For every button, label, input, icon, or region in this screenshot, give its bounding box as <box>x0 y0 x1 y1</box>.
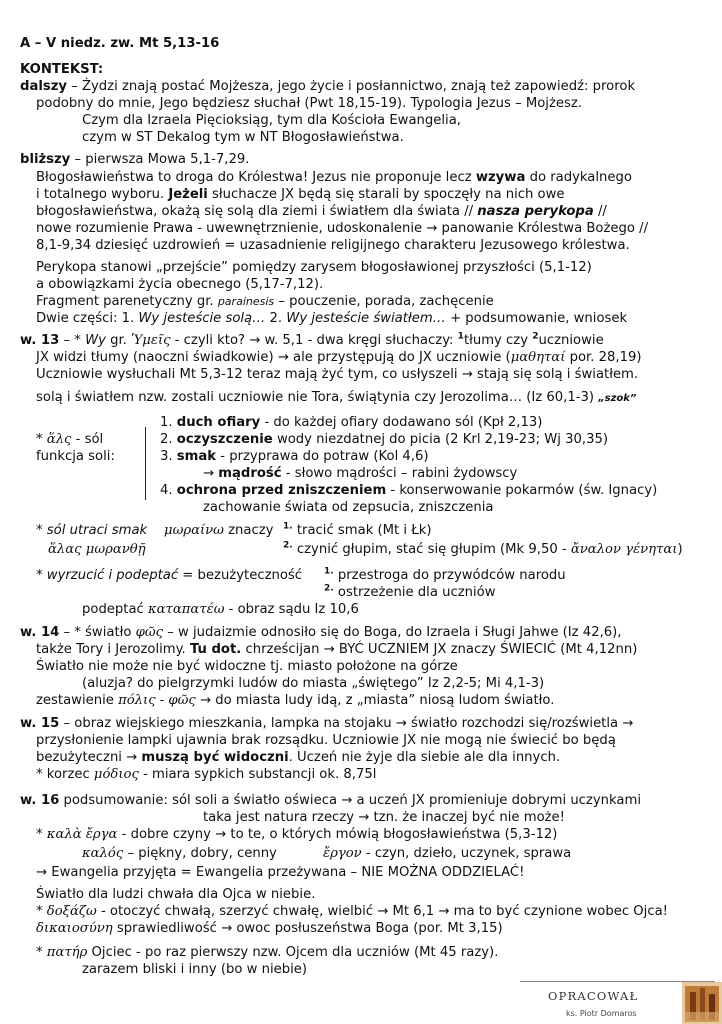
dalszy-line-4: czym w ST Dekalog tym w NT Błogosławieństwa. <box>82 130 404 145</box>
emph: Tu dot. <box>189 642 242 657</box>
greek-word: μαθηταί <box>510 350 566 365</box>
text: 4. <box>160 483 177 498</box>
text: tłumy czy <box>463 333 533 348</box>
text: - otoczyć chwałą, szerzyć chwałę, wielbić → Mt 6,1 → ma to być czynione wobec Ojca! <box>96 904 668 919</box>
w13-line-4 <box>36 389 636 407</box>
w16-line-7 <box>36 903 668 920</box>
emph: duch ofiary <box>176 415 261 430</box>
w16-line-8 <box>36 920 503 937</box>
greek-word: πατήρ <box>46 945 88 960</box>
verse-label: w. 13 <box>20 333 60 348</box>
blizszy-line-2 <box>36 186 565 203</box>
greek-word: φῶς <box>135 625 164 640</box>
emph: wzywa <box>475 170 526 185</box>
text: – piękny, dobry, cenny <box>123 846 277 861</box>
blizszy-line-4: nowe rozumienie Prawa - uwewnętrznienie, udoskonalenie → panowanie Królestwa Bożego // <box>36 221 649 236</box>
text: 2. <box>265 311 287 326</box>
perykopa-line-3 <box>36 293 494 310</box>
w13-line-3: Uczniowie wysłuchali Mt 5,3-12 teraz mają żyć tym, co usłyszeli → stają się solą i światłem. <box>36 367 639 382</box>
wyrzucic-line <box>36 567 302 584</box>
footnote: 2. <box>283 540 293 551</box>
text: wyrzucić i podeptać <box>46 568 179 583</box>
w16-line-6: Światło dla ludzi chwała dla Ojca w niebie. <box>36 887 316 902</box>
text: Fragment parenetyczny gr. <box>36 294 218 309</box>
verse-label: w. 16 <box>20 793 60 808</box>
blizszy-label: bliższy <box>20 152 71 167</box>
blizszy-line-1 <box>36 169 632 186</box>
dalszy-line-2: podobny do mnie, Jego będziesz słuchał (Pwt 18,15-19). Typologia Jezus – Mojżesz. <box>36 96 582 111</box>
text: chrześcijan → BYĆ UCZNIEM JX znaczy ŚWIECIĆ (Mt 4,12nn) <box>241 642 638 657</box>
w14-line-3: Światło nie może nie być widoczne tj. miasto położone na górze <box>36 659 458 674</box>
w15-line-4 <box>36 766 376 783</box>
footnote: 1. <box>324 566 334 577</box>
text: przestroga do przywódców narodu <box>333 568 566 583</box>
w16-line-4b <box>323 845 571 862</box>
greek-word: ἔργον <box>323 846 362 861</box>
text: ostrzeżenie dla uczniów <box>333 585 496 600</box>
w16-line-1 <box>20 792 641 809</box>
perykopa-line-2: a obowiązkami życia obecnego (5,17-7,12). <box>36 277 324 292</box>
emph: ochrona przed zniszczeniem <box>176 483 387 498</box>
wyrzucic-meaning-2 <box>324 584 496 601</box>
text: uczniowie <box>538 333 604 348</box>
text: * <box>36 523 47 538</box>
text: błogosławieństwa, okażą się solą dla ziemi i światłem dla świata // <box>36 204 478 219</box>
text: Ojciec - po raz pierwszy nzw. Ojcem dla uczniów (Mt 45 razy). <box>87 945 499 960</box>
greek-word: ἄναλον γένηται <box>570 542 678 557</box>
w15-line-1 <box>20 715 633 732</box>
w13-line-1 <box>20 332 604 349</box>
text: – pierwsza Mowa 5,1-7,29. <box>70 152 250 167</box>
text: - konserwowanie pokarmów (św. Ignacy) <box>386 483 658 498</box>
page-title: A – V niedz. zw. Mt 5,13-16 <box>20 36 220 51</box>
funkcja-label: funkcja soli: <box>36 449 115 464</box>
w16-line-4 <box>82 845 277 862</box>
text: - sól <box>71 432 104 447</box>
footer-author: ks. Piotr Domaros <box>566 1009 637 1018</box>
text: bezużyteczni → <box>36 750 142 765</box>
funkcja-4 <box>160 482 657 499</box>
w14-line-4: (aluzja? do pielgrzymki ludów do miasta „świętego” Iz 2,2-5; Mi 4,1-3) <box>82 676 545 691</box>
emph: oczyszczenie <box>176 432 273 447</box>
text: Dwie części: 1. <box>36 311 139 326</box>
text: – pouczenie, porada, zachęcenie <box>274 294 494 309</box>
w16-line-5: → Ewangelia przyjęta = Ewangelia przeżywana – NIE MOŻNA ODDZIELAĆ! <box>36 865 525 880</box>
dalszy-line-3: Czym dla Izraela Pięcioksiąg, tym dla Kościoła Ewangelia, <box>82 113 461 128</box>
podeptac-line <box>82 601 359 618</box>
text: – * światło <box>59 625 136 640</box>
perykopa-line-1: Perykopa stanowi „przejście” pomiędzy zarysem błogosławionej przyszłości (5,1-12) <box>36 260 592 275</box>
text: wody niezdatnej do picia (2 Krl 2,19-23; Wj 30,35) <box>272 432 609 447</box>
term: parainesis <box>217 295 275 308</box>
kontekst-heading: KONTEKST: <box>20 62 104 77</box>
dalszy-label: dalszy <box>20 79 67 94</box>
text: ) <box>677 542 683 557</box>
funkcja-4b: zachowanie świata od zepsucia, zniszczenia <box>203 500 494 515</box>
text: także Tory i Jerozolimy. <box>36 642 190 657</box>
emph: muszą być widoczni <box>141 750 289 765</box>
text: 2. <box>160 432 177 447</box>
greek-word: δοξάζω <box>46 904 97 919</box>
text: * korzec <box>36 767 94 782</box>
text: - miara sypkich substancji ok. 8,75l <box>138 767 377 782</box>
sol-utraci-line <box>36 522 147 539</box>
text: czynić głupim, stać się głupim (Mk 9,50 - <box>292 542 571 557</box>
text: → do miasta ludy idą, z „miasta” niosą ludom światło. <box>195 693 555 708</box>
emph: Jeżeli <box>168 187 208 202</box>
funkcja-1 <box>160 414 542 431</box>
w16-line-9 <box>36 944 498 961</box>
text: tracić smak (Mt i Łk) <box>292 523 432 538</box>
w16-line-2: taka jest natura rzeczy → tzn. że inaczej być nie może! <box>203 810 565 825</box>
greek-word: καλός <box>82 846 124 861</box>
text: zestawienie <box>36 693 119 708</box>
text: - słowo mądrości – rabini żydowscy <box>281 466 518 481</box>
text: Wy <box>85 333 106 348</box>
text: - dobre czyny → to te, o których mówią błogosławieństwa (5,3-12) <box>117 827 558 842</box>
text: Błogosławieństwa to droga do Królestwa! Jezus nie proponuje lecz <box>36 170 476 185</box>
text: * <box>36 945 47 960</box>
text: – obraz wiejskiego mieszkania, lampka na stojaku → światło rozchodzi się/rozświetla → <box>59 716 634 731</box>
verse-label: w. 14 <box>20 625 60 640</box>
text: słuchacze JX będą się starali by spoczęły na nich owe <box>207 187 565 202</box>
text: i totalnego wyboru. <box>36 187 169 202</box>
footnote: 2. <box>324 583 334 594</box>
sol-utraci-meaning-1 <box>283 522 431 539</box>
text: // <box>593 204 607 219</box>
text: podsumowanie: sól soli a światło oświeca → a uczeń JX promieniuje dobrymi uczynkami <box>59 793 642 808</box>
part-2: Wy jesteście światłem… <box>286 311 446 326</box>
greek-word: καλὰ ἔργα <box>46 827 118 842</box>
greek-word: μόδιος <box>93 767 139 782</box>
footnote: 1. <box>283 521 293 532</box>
sol-utraci-greek-2 <box>48 541 146 558</box>
text: - czyli kto? → w. 5,1 - dwa kręgi słuchaczy: <box>170 333 458 348</box>
sol-utraci-greek <box>164 522 273 539</box>
greek-word: πόλις - φῶς <box>118 693 196 708</box>
text: - do każdej ofiary dodawano sól (Kpł 2,13) <box>260 415 543 430</box>
funkcja-3 <box>160 448 429 465</box>
text: gr. <box>105 333 132 348</box>
text: solą i światłem nzw. zostali uczniowie nie Tora, świątynia czy Jerozolima… (Iz 60,1-3) <box>36 390 599 405</box>
text: por. 28,19) <box>565 350 642 365</box>
part-1: Wy jesteście solą… <box>138 311 266 326</box>
blizszy-line-3 <box>36 203 607 220</box>
text: sprawiedliwość → owoc posłuszeństwa Boga (por. Mt 3,15) <box>112 921 503 936</box>
text: - przyprawa do potraw (Kol 4,6) <box>216 449 429 464</box>
text: * <box>36 568 47 583</box>
w13-line-2 <box>36 349 642 366</box>
blizszy-line <box>20 151 249 168</box>
footer-title: OPRACOWAŁ <box>548 989 639 1003</box>
greek-word: μωραίνω <box>164 523 224 538</box>
sol-utraci-meaning-2 <box>283 541 683 558</box>
text: * <box>36 827 47 842</box>
text: = bezużyteczność <box>178 568 303 583</box>
emph: nasza perykopa <box>477 204 594 219</box>
greek-word: δικαιοσύνη <box>36 921 113 936</box>
w16-line-10: zarazem bliski i inny (bo w niebie) <box>82 962 308 977</box>
text: – * <box>59 333 86 348</box>
w14-line-2 <box>36 641 637 658</box>
w15-line-2: przysłonienie lampki ujawnia brak rozsądku. Uczniowie JX nie mogą nie świecić bo będą <box>36 733 616 748</box>
text: JX widzi tłumy (naoczni świadkowie) → ale przystępują do JX uczniowie ( <box>36 350 511 365</box>
greek-word: καταπατέω <box>148 602 225 617</box>
verse-label: w. 15 <box>20 716 60 731</box>
footnote: 2 <box>532 331 539 342</box>
emph: mądrość <box>218 466 282 481</box>
wyrzucic-meaning-1 <box>324 567 566 584</box>
text: → <box>203 466 219 481</box>
blizszy-line-5: 8,1-9,34 dziesięć uzdrowień = uzasadnienie religijnego charakteru Jezusowego królestwa. <box>36 238 630 253</box>
footnote: 1 <box>457 331 464 342</box>
text: – Żydzi znają postać Mojżesza, jego życie i posłannictwo, znają też zapowiedź: prorok <box>66 79 636 94</box>
text: do radykalnego <box>525 170 632 185</box>
text: sól utraci smak <box>46 523 148 538</box>
text: + podsumowanie, wniosek <box>445 311 628 326</box>
text: - czyn, dzieło, uczynek, sprawa <box>361 846 572 861</box>
text: „szok” <box>598 393 637 404</box>
author-logo-icon <box>682 982 722 1024</box>
text: 1. <box>160 415 177 430</box>
emph: smak <box>176 449 217 464</box>
text: . Uczeń nie żyje dla siebie ale dla innych. <box>288 750 561 765</box>
w14-line-5 <box>36 692 554 709</box>
perykopa-line-4 <box>36 310 627 327</box>
text: znaczy <box>223 523 274 538</box>
w15-line-3 <box>36 749 560 766</box>
sol-label <box>36 431 103 448</box>
greek-word: ἅλας μωρανθῇ <box>48 542 146 557</box>
dalszy-line-1 <box>20 78 635 95</box>
text: podeptać <box>82 602 148 617</box>
w14-line-1 <box>20 624 622 641</box>
bracket-line <box>145 427 146 500</box>
funkcja-2 <box>160 431 608 448</box>
text: – w judaizmie odnosiło się do Boga, do Izraela i Sługi Jahwe (Iz 42,6), <box>163 625 622 640</box>
text: - obraz sądu Iz 10,6 <box>224 602 359 617</box>
greek-word: * ἅλς <box>36 432 72 447</box>
text: 3. <box>160 449 177 464</box>
text: * <box>36 904 47 919</box>
w16-line-3 <box>36 826 557 843</box>
greek-word: Ὑμεῖς <box>131 333 171 348</box>
funkcja-3b <box>203 465 517 482</box>
